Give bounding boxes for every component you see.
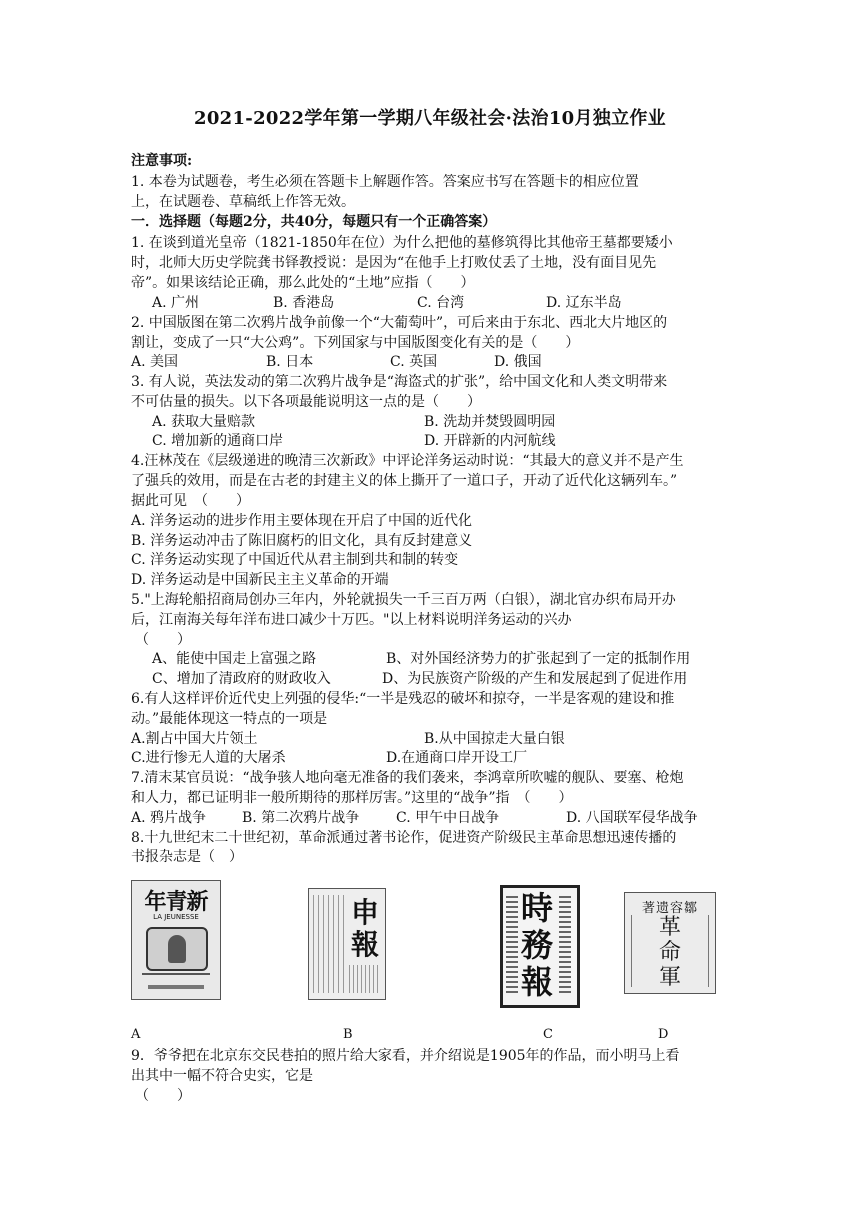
newspaper-image-shenbao [308,888,386,1000]
frame-line [708,915,709,987]
column-lines [349,965,381,993]
image-caption: B [343,1027,353,1042]
option: B. 日本 [266,354,314,370]
decorative-lines [148,985,204,989]
masthead-text: 申報 [350,896,379,961]
option: D. 洋务运动是中国新民主主义革命的开端 [131,572,389,588]
option: D. 辽东半岛 [546,295,622,311]
masthead-text: 革命軍 [658,915,681,990]
question-text: 3. 有人说，英法发动的第二次鸦片战争是“海盗式的扩张”，给中国文化和人类文明带来 [131,374,668,390]
option: A. 洋务运动的进步作用主要体现在开启了中国的近代化 [131,513,473,529]
option: D、为民族资产阶级的产生和发展起到了促进作用 [382,671,688,687]
newspaper-image-shiwubao [500,885,580,1008]
question-text: 了强兵的效用，而是在古老的封建主义的体上撕开了一道口子，开动了近代化这辆列车。” [131,473,678,489]
notice-line: 1. 本卷为试题卷，考生必须在答题卡上解题作答。答案应书写在答题卡的相应位置 [131,174,639,190]
question-text: 时，北师大历史学院龚书铎教授说：是因为“在他手上打败仗丢了土地，没有面目见先 [131,255,657,271]
question-text: 2. 中国版图在第二次鸦片战争前像一个“大葡萄叶”，可后来由于东北、西北大片地区的 [131,315,668,331]
question-text: 6.有人这样评价近代史上列强的侵华:“一半是残忍的破坏和掠夺，一半是客观的建设和推 [131,691,675,707]
question-text: 和人力，都已证明非一般所期待的那样厉害。”这里的“战争”指 （ ） [131,790,573,806]
question-text: （ ） [135,632,191,648]
side-text-lines [559,896,571,996]
question-text: 1. 在谈到道光皇帝（1821-1850年在位）为什么把他的墓修筑得比其他帝王墓都要矮小 [131,235,673,251]
question-text: 动。”最能体现这一特点的一项是 [131,711,328,727]
notice-heading: 注意事项: [131,153,193,169]
option: D. 八国联军侵华战争 [566,810,698,826]
option: A.割占中国大片领土 [131,731,258,747]
option: A. 获取大量赔款 [152,414,256,430]
question-text: （ ） [135,1088,191,1104]
option: A. 广州 [152,295,200,311]
option: D. 俄国 [494,354,542,370]
question-text: 7.清末某官员说：“战争骇人地向毫无准备的我们袭来，李鸿章所吹嘘的舰队、要塞、枪炮 [131,770,684,786]
image-caption: A [131,1027,141,1042]
option: C.进行惨无人道的大屠杀 [131,750,286,766]
option: C. 英国 [390,354,438,370]
question-text: 后，江南海关每年洋布进口减少十万匹。"以上材料说明洋务运动的兴办 [131,612,572,628]
masthead-text: 時務報 [520,889,553,1001]
page-title: 2021-2022学年第一学期八年级社会·法治10月独立作业 [194,108,666,129]
question-text: 8.十九世纪末二十世纪初，革命派通过著书论作，促进资产阶级民主革命思想迅速传播的 [131,830,677,846]
notice-line: 上，在试题卷、草稿纸上作答无效。 [131,194,355,210]
book-image-gemingjun [624,892,716,994]
option: C. 台湾 [417,295,465,311]
option: D.在通商口岸开设工厂 [386,750,528,766]
option: C、增加了清政府的财政收入 [152,671,331,687]
masthead-text: 年青新 [144,889,208,915]
option: A. 鸦片战争 [131,810,207,826]
decorative-lines [142,973,210,975]
author-text: 著遗容鄒 [641,901,698,916]
question-text: 割让，变成了一只“大公鸡”。下列国家与中国版图变化有关的是（ ） [131,335,580,351]
option: A. 美国 [131,354,179,370]
image-caption: D [658,1027,669,1042]
section-heading: 一．选择题（每题2分，共40分，每题只有一个正确答案） [131,214,497,230]
question-text: 书报杂志是（ ） [131,849,243,865]
option: B. 第二次鸦片战争 [242,810,360,826]
question-text: 出其中一幅不符合史实，它是 [131,1068,313,1084]
side-text-lines [506,896,518,996]
option: C. 洋务运动实现了中国近代从君主制到共和制的转变 [131,552,459,568]
question-text: 5."上海轮船招商局创办三年内，外轮就损失一千三百万两（白银），湖北官办织布局开办 [131,592,676,608]
question-text: 4.汪林茂在《层级递进的晚清三次新政》中评论洋务运动时说：“其最大的意义并不是产生 [131,453,684,469]
portrait-figure [168,935,186,963]
question-text: 据此可见 （ ） [131,493,250,509]
column-lines [313,895,347,993]
option: B、对外国经济势力的扩张起到了一定的抵制作用 [386,651,691,667]
question-text: 9．爷爷把在北京东交民巷拍的照片给大家看，并介绍说是1905年的作品，而小明马上看 [131,1048,680,1064]
option: B. 洗劫并焚毁圆明园 [424,414,556,430]
question-text: 帝”。如果该结论正确，那么此处的“土地”应指（ ） [131,275,475,291]
question-text: 不可估量的损失。以下各项最能说明这一点的是（ ） [131,394,481,410]
option: A、能使中国走上富强之路 [152,651,317,667]
masthead-subtitle: LA JEUNESSE [153,913,199,921]
option: D. 开辟新的内河航线 [424,433,556,449]
portrait-frame [146,927,208,971]
option: C. 增加新的通商口岸 [152,433,284,449]
frame-line [631,915,632,987]
option: C. 甲午中日战争 [396,810,500,826]
newspaper-image-xinqingnian [131,880,221,1000]
option: B.从中国掠走大量白银 [424,731,565,747]
option: B. 洋务运动冲击了陈旧腐朽的旧文化，具有反封建意义 [131,533,473,549]
image-caption: C [543,1027,553,1042]
option: B. 香港岛 [273,295,335,311]
